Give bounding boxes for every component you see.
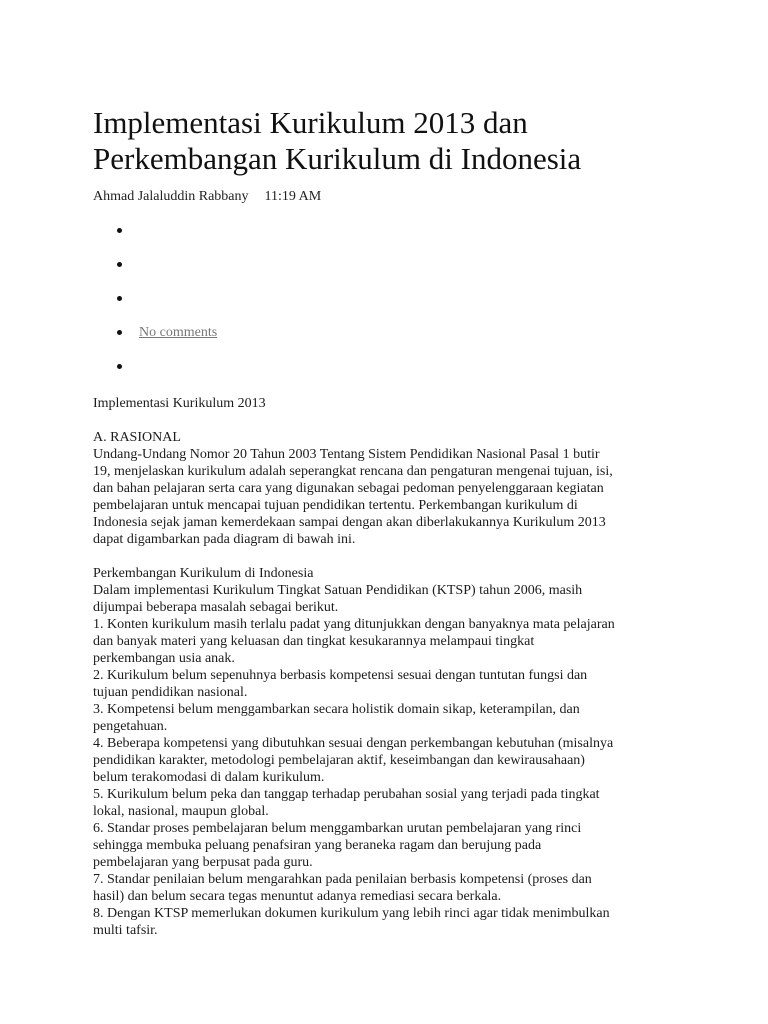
author-name[interactable]: Ahmad Jalaluddin Rabbany xyxy=(93,189,249,204)
text-line: Indonesia sejak jaman kemerdekaan sampai dengan akan diberlakukannya Kurikulum 2013 xyxy=(93,515,606,530)
text-line: dijumpai beberapa masalah sebagai berikut. xyxy=(93,600,339,615)
text-line: dan bahan pelajaran serta cara yang digunakan sebagai pedoman penyelenggaraan kegiatan xyxy=(93,481,604,496)
text-line: sehingga membuka peluang penafsiran yang beraneka ragam dan berujung pada xyxy=(93,838,542,853)
title-line-2: Perkembangan Kurikulum di Indonesia xyxy=(93,141,582,176)
list-item xyxy=(93,324,217,358)
text-line: 6. Standar proses pembelajaran belum menggambarkan urutan pembelajaran yang rinci xyxy=(93,821,582,836)
text-line: pembelajaran yang berpusat pada guru. xyxy=(93,855,313,870)
text-line: tujuan pendidikan nasional. xyxy=(93,685,248,700)
article-title xyxy=(93,105,693,177)
list-item[interactable] xyxy=(93,290,217,324)
text-line: Undang-Undang Nomor 20 Tahun 2003 Tentang Sistem Pendidikan Nasional Pasal 1 butir xyxy=(93,447,600,462)
rasional-paragraph xyxy=(93,446,683,548)
perkembangan-paragraph xyxy=(93,582,683,939)
article-body xyxy=(93,395,683,939)
text-line: hasil) dan belum secara tegas menuntut adanya remediasi secara berkala. xyxy=(93,889,502,904)
list-item[interactable] xyxy=(93,222,217,256)
post-time[interactable]: 11:19 AM xyxy=(264,189,322,204)
text-line: belum terakomodasi di dalam kurikulum. xyxy=(93,770,325,785)
list-item[interactable] xyxy=(93,358,217,392)
section-heading-implementasi: Implementasi Kurikulum 2013 xyxy=(93,396,266,411)
text-line: 2. Kurikulum belum sepenuhnya berbasis kompetensi sesuai dengan tuntutan fungsi dan xyxy=(93,668,588,683)
article-meta xyxy=(93,188,321,206)
text-line: perkembangan usia anak. xyxy=(93,651,235,666)
section-heading-rasional: A. RASIONAL xyxy=(93,430,181,445)
section-heading-perkembangan: Perkembangan Kurikulum di Indonesia xyxy=(93,566,314,581)
text-line: 7. Standar penilaian belum mengarahkan pada penilaian berbasis kompetensi (proses dan xyxy=(93,872,592,887)
text-line: 3. Kompetensi belum menggambarkan secara holistik domain sikap, keterampilan, dan xyxy=(93,702,580,717)
text-line: 5. Kurikulum belum peka dan tanggap terhadap perubahan sosial yang terjadi pada tingkat xyxy=(93,787,600,802)
text-line: 8. Dengan KTSP memerlukan dokumen kurikulum yang lebih rinci agar tidak menimbulkan xyxy=(93,906,610,921)
text-line: dapat digambarkan pada diagram di bawah ini. xyxy=(93,532,356,547)
list-item[interactable] xyxy=(93,256,217,290)
text-line: pembelajaran untuk mencapai tujuan pendidikan tertentu. Perkembangan kurikulum di xyxy=(93,498,578,513)
text-line: pengetahuan. xyxy=(93,719,168,734)
share-list xyxy=(93,222,217,392)
text-line: 1. Konten kurikulum masih terlalu padat yang ditunjukkan dengan banyaknya mata pelajaran xyxy=(93,617,615,632)
text-line: pendidikan karakter, metodologi pembelajaran aktif, keseimbangan dan kewirausahaan) xyxy=(93,753,585,768)
text-line: dan banyak materi yang keluasan dan tingkat kesukarannya melampaui tingkat xyxy=(93,634,535,649)
title-line-1: Implementasi Kurikulum 2013 dan xyxy=(93,105,528,140)
text-line: 4. Beberapa kompetensi yang dibutuhkan sesuai dengan perkembangan kebutuhan (misalnya xyxy=(93,736,614,751)
text-line: Dalam implementasi Kurikulum Tingkat Satuan Pendidikan (KTSP) tahun 2006, masih xyxy=(93,583,583,598)
text-line: lokal, nasional, maupun global. xyxy=(93,804,269,819)
comments-link[interactable]: No comments xyxy=(139,325,218,340)
text-line: multi tafsir. xyxy=(93,923,158,938)
text-line: 19, menjelaskan kurikulum adalah seperangkat rencana dan pengaturan mengenai tujuan, isi, xyxy=(93,464,613,479)
